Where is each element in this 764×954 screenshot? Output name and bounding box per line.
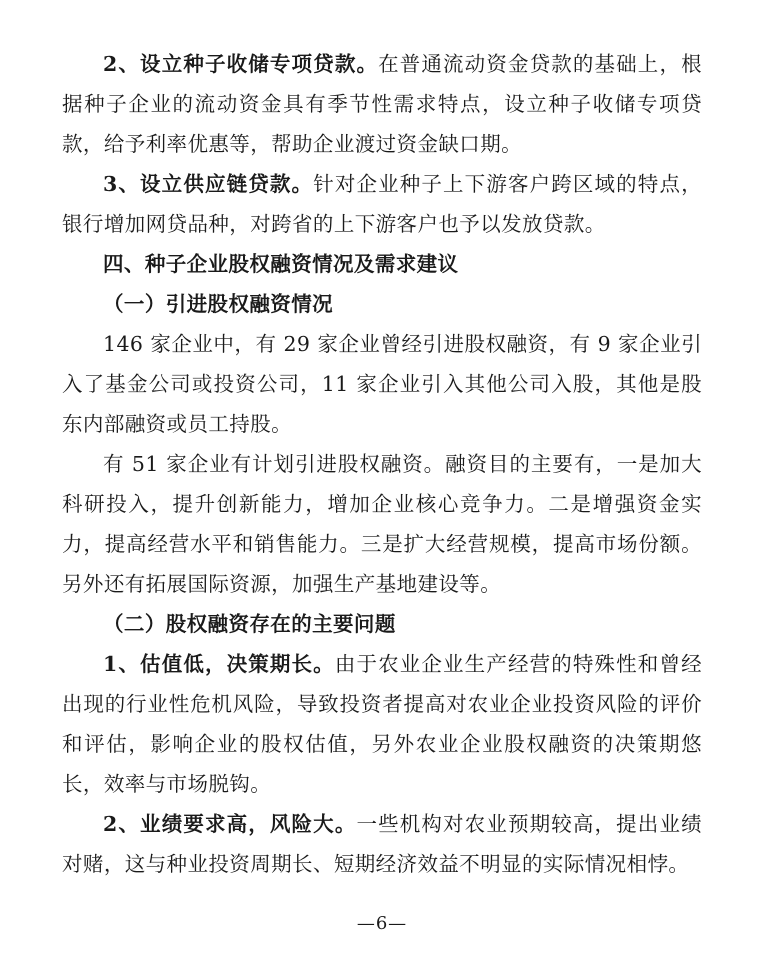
paragraph-body-3: 146 家企业中，有 29 家企业曾经引进股权融资，有 9 家企业引入了基金公司或投资公司，11 家企业引入其他公司入股，其他是股东内部融资或员工持股。 [62,332,702,436]
paragraph-lead-6: 2、业绩要求高，风险大。 [103,812,357,836]
paragraph-performance-risk-problem [62,804,702,884]
paragraph-valuation-problem [62,644,702,804]
paragraph-body-6: 一些机构对农业预期较高，提出业绩对赌，这与种业投资周期长、短期经济效益不明显的实际情况相悖。 [62,812,702,876]
section-heading-four: 四、种子企业股权融资情况及需求建议 [103,252,459,276]
paragraph-body-5: 由于农业企业生产经营的特殊性和曾经出现的行业性危机风险，导致投资者提高对农业企业投资风险的评价和评估，影响企业的股权估值，另外农业企业股权融资的决策期悠长，效率与市场脱钩。 [62,652,703,796]
subsection-heading-one: （一）引进股权融资情况 [103,292,334,316]
paragraph-lead-5: 1、估值低，决策期长。 [103,652,335,676]
paragraph-body-2: 针对企业种子上下游客户跨区域的特点，银行增加网贷品种，对跨省的上下游客户也予以发放贷款。 [62,172,702,236]
page-number: —6— [356,913,408,934]
subsection-heading-two: （二）股权融资存在的主要问题 [103,612,396,636]
paragraph-body-4: 有 51 家企业有计划引进股权融资。融资目的主要有，一是加大科研投入，提升创新能力，增加企业核心竞争力。二是增强资金实力，提高经营水平和销售能力。三是扩大经营规模，提高市场份额。另外还有拓展国际资源，加强生产基地建设等。 [62,452,702,596]
paragraph-lead-1: 2、设立种子收储专项贷款。 [103,52,379,76]
paragraph-lead-2: 3、设立供应链贷款。 [103,172,314,196]
paragraph-body-1: 在普通流动资金贷款的基础上，根据种子企业的流动资金具有季节性需求特点，设立种子收储专项贷款，给予利率优惠等，帮助企业渡过资金缺口期。 [62,52,702,156]
paragraph-supply-chain-loan [62,164,702,244]
paragraph-equity-financing-stats [62,324,702,444]
paragraph-financing-purposes [62,444,702,604]
paragraph-seed-storage-loan [62,44,702,164]
